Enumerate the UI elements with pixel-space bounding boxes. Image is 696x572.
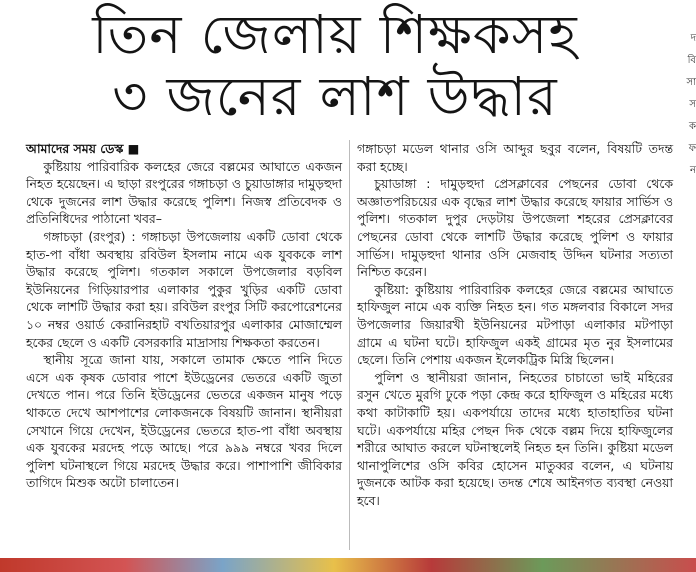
headline-line-1: তিন জেলায় শিক্ষকসহ xyxy=(92,3,578,66)
paragraph-gangachara: গঙ্গাচড়া (রংপুর) : গঙ্গাচড়া উপজেলায় একটি ডোবা থেকে হাত-পা বাঁধা অবস্থায় রবিউল ইসলাম নামে এক যুবককে লাশ উদ্ধার করেছে পুলিশ। গতকাল সকালে উপজেলার বড়বিল ইউনিয়নের গিড়িয়ারপার এলাকার পুকুর খুড়ির একটি ডোবা থেকে লাশটি উদ্ধার করা হয়। রবিউল রংপুর সিটি করপোরেশনের ১০ নম্বর ওয়ার্ড কেরানিরহাট বখতিয়ারপুর এলাকার মোজাম্মেল হকের ছেলে ও একটি বেসরকারি মাদ্রাসায় শিক্ষকতা করতেন। xyxy=(26,228,342,350)
paragraph-police-account: পুলিশ ও স্থানীয়রা জানান, নিহতের চাচাতো ভাই মহিরের রসুন খেতে মুরগি ঢুকে পড়া কেন্দ্র করে হাফিজুল ও মহিরের মধ্যে কথা কাটাকাটি হয়। একপর্যায়ে তাদের মধ্যে হাতাহাতির ঘটনা ঘটে। একপর্যায়ে মহির পেছন দিক থেকে বল্লম দিয়ে হাফিজুলের শরীরে আঘাত করলে ঘটনাস্থলেই নিহত হন তিনি। কুষ্টিয়া মডেল থানাপুলিশের ওসি কবির হোসেন মাতুব্বর বলেন, এ ঘটনায় দুজনকে আটক করা হয়েছে। তদন্ত শেষে আইনগত ব্যবস্থা নেওয়া হবে। xyxy=(357,369,673,508)
column-divider xyxy=(349,140,350,550)
headline-line-2: ৩ জনের লাশ উদ্ধার xyxy=(112,65,558,128)
article-column-2 xyxy=(357,140,673,509)
paragraph-kushtia: কুষ্টিয়া: কুষ্টিয়ায় পারিবারিক কলহের জেরে বল্লমের আঘাতে হাফিজুল নামে এক ব্যক্তি নিহত হন। গত মঙ্গলবার বিকালে সদর উপজেলার জিয়ারখী ইউনিয়নের মটপাড়া এলাকার মটপাড়া গ্রামে এ ঘটনা ঘটে। হাফিজুল একই গ্রামের মৃত নুর ইসলামের ছেলে। তিনি পেশায় একজন ইলেকট্রিক মিস্ত্রি ছিলেন। xyxy=(357,281,673,368)
paragraph-chuadanga: চুয়াডাঙ্গা : দামুড়হুদা প্রেসক্লাবের পেছনের ডোবা থেকে অজ্ঞাতপরিচয়ের এক বৃদ্ধের লাশ উদ্ধার করেছে ফায়ার সার্ভিস ও পুলিশ। গতকাল দুপুর দেড়টায় উপজেলা শহরের প্রেসক্লাবের পেছনের ডোবা থেকে লাশটি উদ্ধার করেছে পুলিশ ও ফায়ার সার্ভিস। দামুড়হুদা থানার ওসি মেজবাহ উদ্দিন ঘটনার সত্যতা নিশ্চিত করেন। xyxy=(357,176,673,280)
paragraph-local-source: স্থানীয় সূত্রে জানা যায়, সকালে তামাক ক্ষেতে পানি দিতে এসে এক কৃষক ডোবার পাশে ইউড্রেনের ভেতরে একটি জুতা দেখতে পান। পরে তিনি ইউড্রেনের ভেতরে একজন মানুষ পড়ে থাকতে দেখে আশপাশের লোকজনকে বিষয়টি জানান। স্থানীয়রা সেখানে গিয়ে দেখেন, ইউড্রেনের ভেতরে হাত-পা বাঁধা অবস্থায় এক যুবকের মরদেহ পড়ে আছে। পরে ৯৯৯ নম্বরে খবর দিলে পুলিশ ঘটনাস্থলে গিয়ে মরদেহ উদ্ধার করে। পাশাপাশি জীবিকার তাগিদে মিশুক অটো চালাতেন। xyxy=(26,352,342,491)
article-column-1 xyxy=(26,140,342,492)
adjacent-column-edge-text: দ বি সা স ক ফ ন xyxy=(686,33,696,176)
byline: আমাদের সময় ডেস্ক ■ xyxy=(26,141,140,156)
paragraph-intro: কুষ্টিয়ায় পারিবারিক কলহের জেরে বল্লমের আঘাতে একজন নিহত হয়েছেন। এ ছাড়া রংপুরের গঙ্গাচড়া ও চুয়াডাঙ্গার দামুড়হুদা থেকে দুজনের লাশ উদ্ধার করেছে পুলিশ। নিজস্ব প্রতিবেদক ও প্রতিনিধিদের পাঠানো খবর– xyxy=(26,158,342,227)
paragraph-oc-statement: গঙ্গাচড়া মডেল থানার ওসি আব্দুর ছবুর বলেন, বিষয়টি তদন্ত করা হচ্ছে। xyxy=(357,141,673,174)
bottom-advertisement-strip xyxy=(0,558,696,572)
